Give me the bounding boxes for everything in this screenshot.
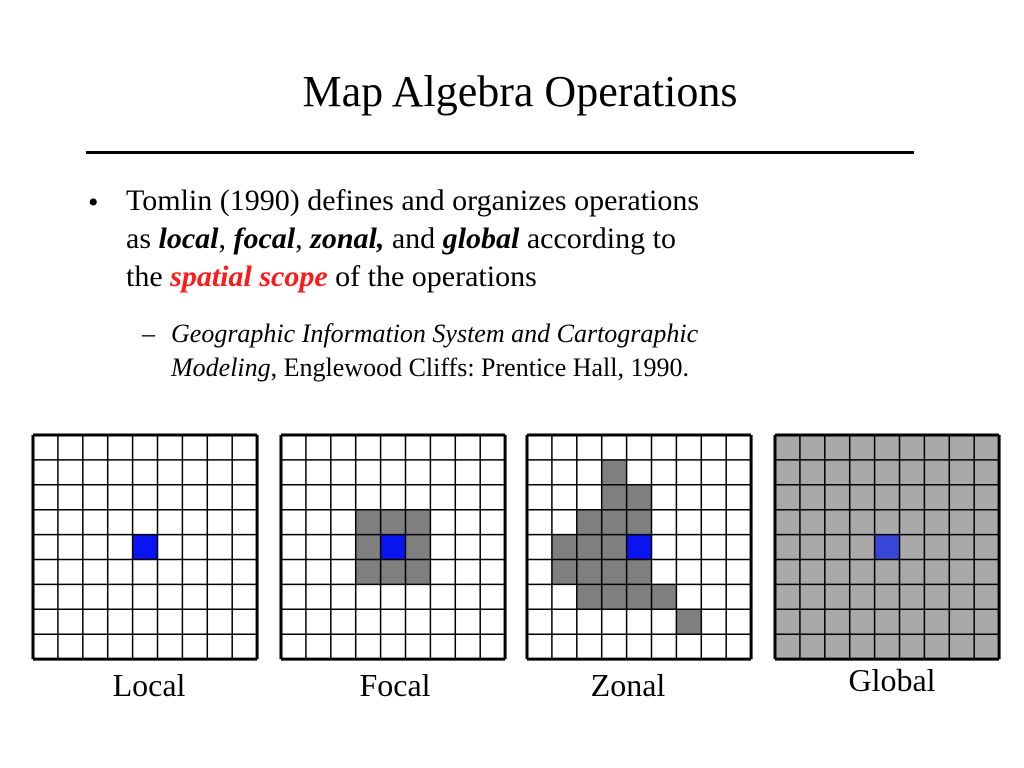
- zone-cell: [627, 510, 652, 535]
- zone-cell: [356, 510, 381, 535]
- grid-zonal: [527, 435, 751, 659]
- bullet-sep-1: ,: [218, 222, 234, 255]
- target-cell: [875, 535, 900, 560]
- zone-cell: [602, 510, 627, 535]
- zone-cell: [356, 535, 381, 560]
- grid-global: [775, 435, 999, 659]
- zone-cell: [602, 485, 627, 510]
- zone-cell: [676, 609, 701, 634]
- zone-cell: [627, 485, 652, 510]
- bullet-text-as: as: [126, 222, 159, 255]
- zone-cell: [406, 535, 431, 560]
- bullet-text-of-operations: of the operations: [327, 260, 537, 293]
- zone-cell: [602, 460, 627, 485]
- bullet-marker: •: [88, 186, 99, 219]
- target-cell: [381, 535, 406, 560]
- bullet-sep-2: ,: [295, 222, 311, 255]
- zone-cell: [381, 560, 406, 585]
- zone-cell: [356, 560, 381, 585]
- zone-cell: [577, 584, 602, 609]
- zone-cell: [406, 510, 431, 535]
- zone-cell: [577, 560, 602, 585]
- citation-title-part-2: Modeling: [171, 353, 271, 382]
- bullet-line-1: Tomlin (1990) defines and organizes operations: [126, 184, 700, 217]
- bullet-sep-3: and: [384, 222, 443, 255]
- zone-cell: [627, 584, 652, 609]
- citation-title-part-1: Geographic Information System and Cartographic: [171, 319, 699, 348]
- caption-zonal: Zonal: [590, 667, 666, 703]
- keyword-focal: focal: [233, 222, 296, 255]
- zone-cell: [381, 510, 406, 535]
- zone-cell: [652, 584, 677, 609]
- zone-cell: [602, 560, 627, 585]
- grid-local: [33, 435, 257, 659]
- target-cell: [627, 535, 652, 560]
- zone-cell: [627, 560, 652, 585]
- keyword-spatial-scope: spatial scope: [170, 260, 328, 293]
- keyword-zonal: zonal,: [310, 222, 385, 255]
- bullet-text-the: the: [126, 260, 171, 293]
- citation-publisher: , Englewood Cliffs: Prentice Hall, 1990.: [270, 353, 690, 382]
- bullet-text-according: according to: [519, 222, 676, 255]
- keyword-local: local: [158, 222, 219, 255]
- zone-cell: [602, 535, 627, 560]
- zone-cell: [602, 584, 627, 609]
- keyword-global: global: [442, 222, 520, 255]
- sub-bullet-marker: –: [142, 319, 155, 348]
- caption-local: Local: [112, 667, 186, 703]
- zone-cell: [406, 560, 431, 585]
- caption-focal: Focal: [359, 667, 431, 703]
- caption-global: Global: [848, 662, 936, 698]
- zone-cell: [577, 510, 602, 535]
- zone-cell: [552, 560, 577, 585]
- zone-cell: [552, 535, 577, 560]
- target-cell: [133, 535, 158, 560]
- slide-title: Map Algebra Operations: [302, 67, 738, 116]
- grid-focal: [281, 435, 505, 659]
- zone-cell: [577, 535, 602, 560]
